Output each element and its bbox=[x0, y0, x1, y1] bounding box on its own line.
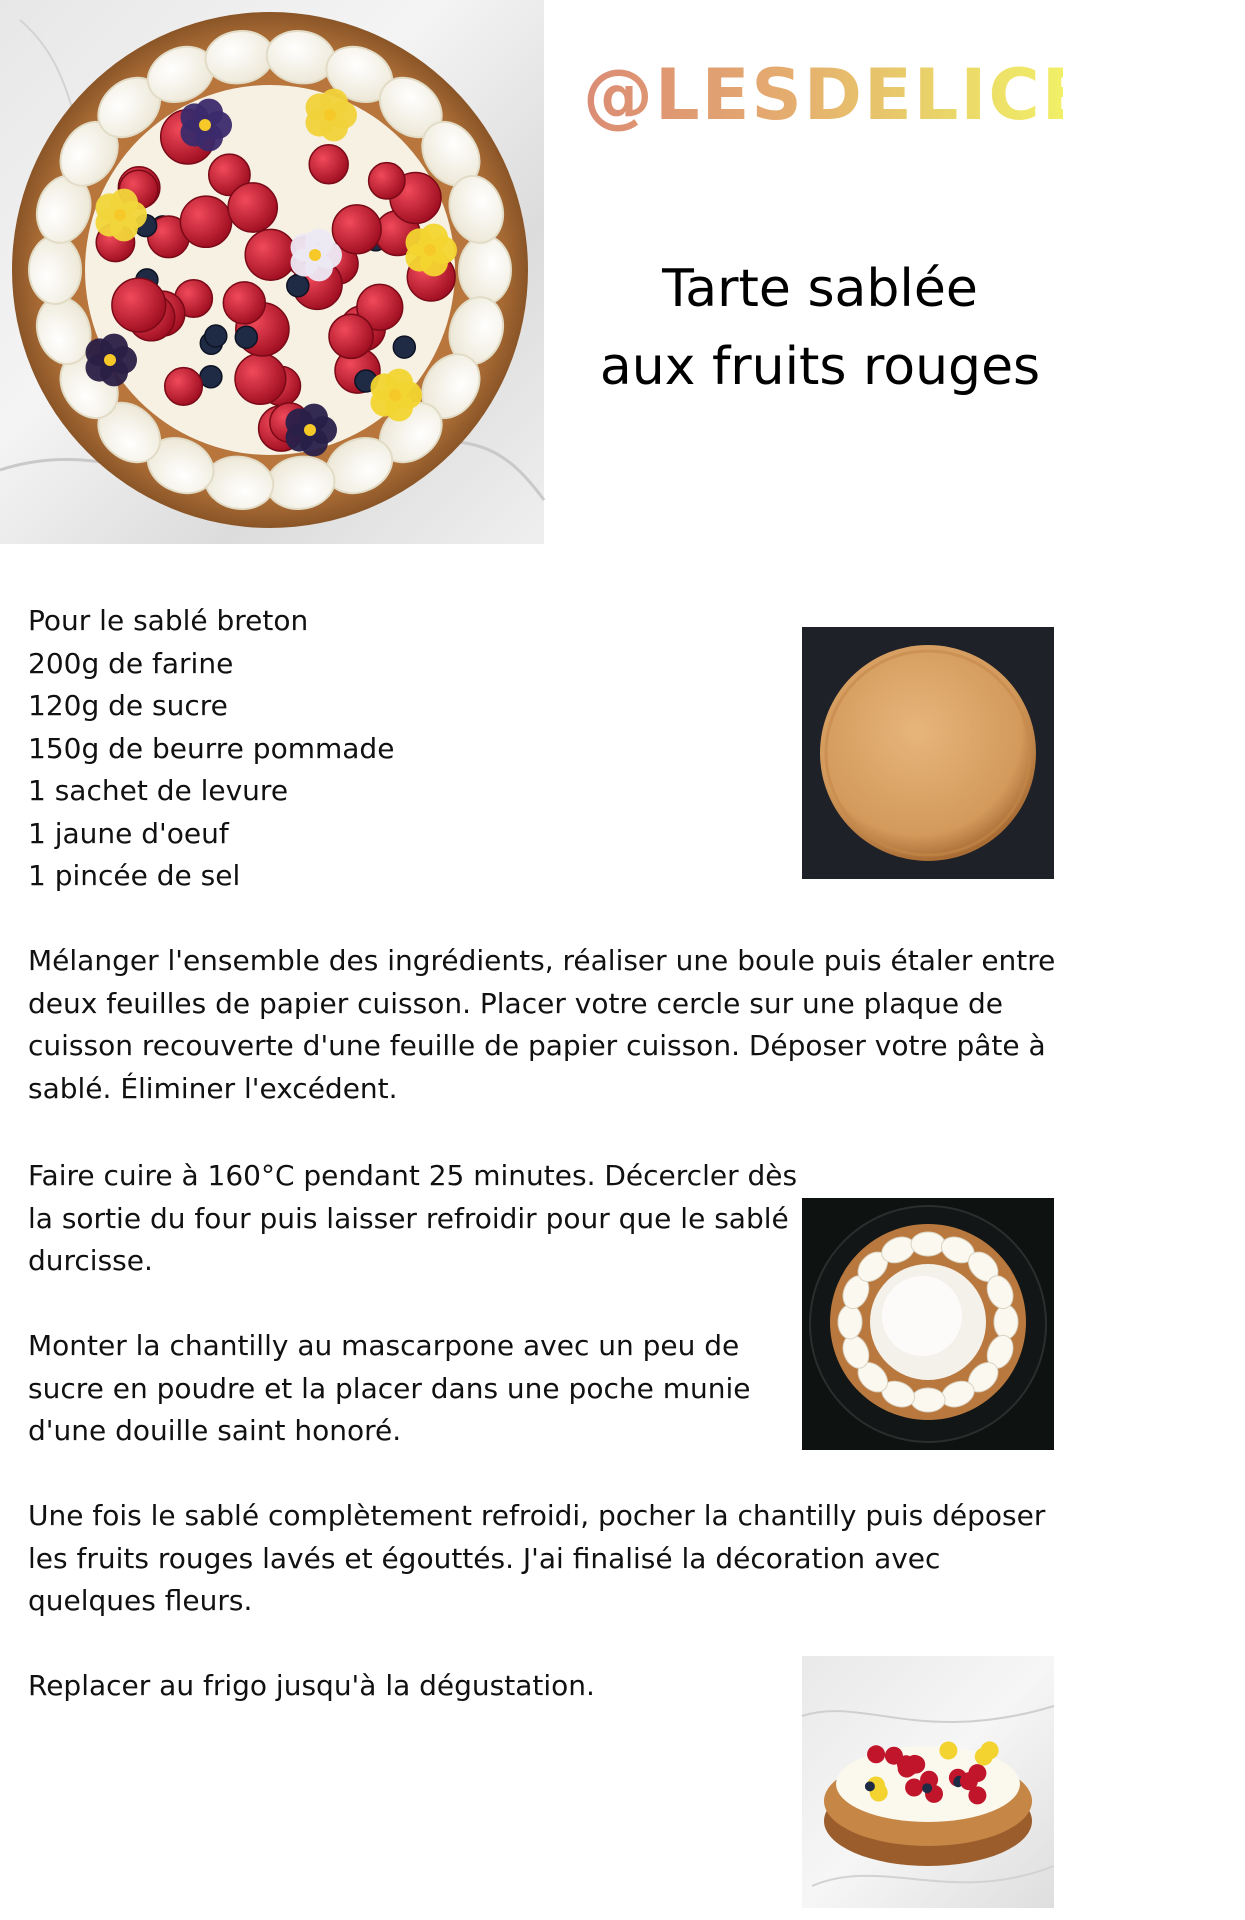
strawberry bbox=[960, 1772, 978, 1790]
blueberry bbox=[865, 1781, 875, 1791]
ingredient-item: 1 jaune d'oeuf bbox=[28, 816, 229, 850]
ingredients-heading: Pour le sablé breton bbox=[28, 604, 309, 637]
chantilly-photo bbox=[802, 1198, 1054, 1450]
pansy-center bbox=[114, 209, 126, 221]
cream-rosette bbox=[459, 236, 511, 304]
ingredient-item: 1 sachet de levure bbox=[28, 774, 289, 807]
strawberry bbox=[885, 1747, 903, 1765]
tart-illustration bbox=[0, 0, 544, 544]
ingredients-block bbox=[28, 600, 548, 898]
strawberry bbox=[329, 314, 373, 358]
pansy-center bbox=[199, 119, 211, 131]
step-paragraph-5: Replacer au frigo jusqu'à la dégustation. bbox=[28, 1669, 595, 1702]
pansy-center bbox=[304, 424, 316, 436]
step-paragraph-3: Monter la chantilly au mascarpone avec un peu de sucre en poudre et la placer dans une poche munie d'une douille saint honoré. bbox=[28, 1329, 751, 1447]
blueberry bbox=[393, 336, 415, 358]
pansy-center bbox=[424, 244, 436, 256]
title-line-1: Tarte sablée bbox=[662, 259, 978, 319]
cream-rosette bbox=[994, 1305, 1018, 1339]
strawberry bbox=[112, 278, 166, 332]
finished-tart-photo bbox=[802, 1656, 1054, 1908]
strawberry bbox=[228, 183, 277, 232]
cream-rosette bbox=[838, 1305, 862, 1339]
ingredients-list bbox=[28, 643, 548, 898]
step-paragraph-2: Faire cuire à 160°C pendant 25 minutes. Décercler dès la sortie du four puis laisser refroidir pour que le sablé durcisse. bbox=[28, 1159, 798, 1277]
ingredient-item: 150g de beurre pommade bbox=[28, 731, 395, 765]
pansy-flower bbox=[975, 1748, 993, 1766]
pansy-center bbox=[389, 389, 401, 401]
hero-tart-photo bbox=[0, 0, 544, 544]
ingredient-item: 120g de sucre bbox=[28, 689, 228, 722]
brand-handle: @LESDELICES31 bbox=[583, 54, 1245, 136]
strawberry bbox=[900, 1758, 918, 1776]
ingredient-item: 200g de farine bbox=[28, 646, 234, 680]
blueberry bbox=[205, 325, 227, 347]
cream-rosette bbox=[911, 1388, 945, 1412]
baked-crust-illustration bbox=[802, 627, 1054, 879]
pansy-center bbox=[104, 354, 116, 366]
strawberry bbox=[223, 282, 265, 324]
recipe-title bbox=[560, 250, 1080, 406]
blueberry bbox=[287, 275, 309, 297]
strawberry bbox=[332, 205, 381, 254]
strawberry bbox=[180, 196, 231, 247]
strawberry bbox=[235, 354, 286, 405]
step-paragraph-1: Mélanger l'ensemble des ingrédients, réaliser une boule puis étaler entre deux feuilles de papier cuisson. Placer votre cercle sur une plaque de cuisson recouverte d'une feuille de papier cuisson. Déposer votre pâte à sablé. Éliminer l'excédent. bbox=[28, 944, 1056, 1105]
pansy-flower bbox=[939, 1742, 957, 1760]
finished-tart-illustration bbox=[802, 1656, 1054, 1908]
strawberry bbox=[309, 145, 348, 184]
pansy-center bbox=[309, 249, 321, 261]
baked-crust-photo bbox=[802, 627, 1054, 879]
blueberry bbox=[235, 326, 257, 348]
ingredient-item: 1 pincée de sel bbox=[28, 859, 241, 892]
strawberry bbox=[165, 368, 203, 406]
strawberry bbox=[369, 163, 405, 199]
title-line-2: aux fruits rouges bbox=[599, 337, 1041, 397]
blueberry bbox=[200, 366, 222, 388]
cream-rosette bbox=[911, 1232, 945, 1256]
step-paragraph-4: Une fois le sablé complètement refroidi, pocher la chantilly puis déposer les fruits rouges lavés et égouttés. J'ai finalisé la décoration avec quelques fleurs. bbox=[28, 1499, 1046, 1617]
cream-rosette bbox=[29, 236, 81, 304]
blueberry bbox=[922, 1783, 932, 1793]
strawberry bbox=[867, 1745, 885, 1763]
chantilly-illustration bbox=[802, 1198, 1054, 1450]
pansy-center bbox=[324, 109, 336, 121]
strawberry bbox=[245, 229, 296, 280]
